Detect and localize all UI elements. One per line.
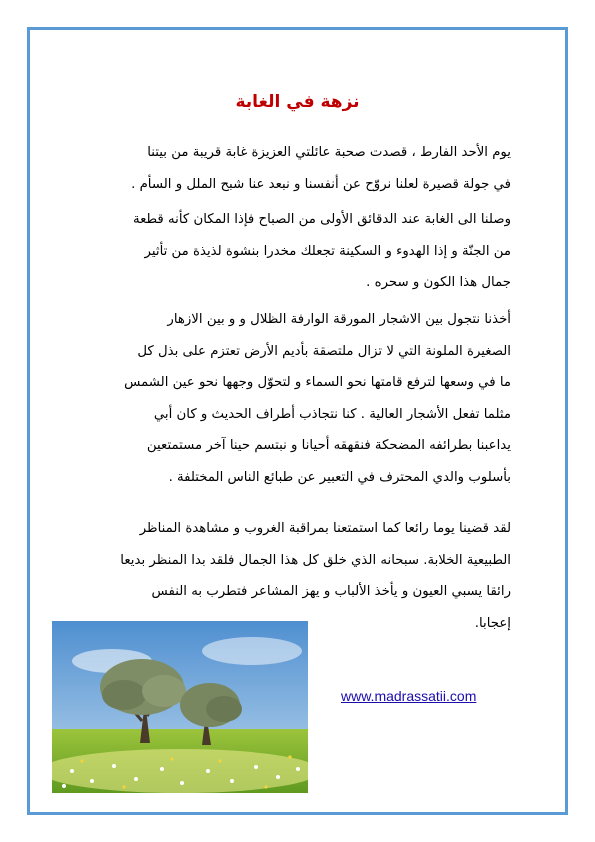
text-line: يداعبنا بطرائفه المضحكة فنقهقه أحيانا و نبتسم حينا آخر مستمتعين: [146, 438, 511, 453]
text-line: إعجابا.: [474, 615, 511, 631]
text-line: بأسلوب والدي المحترف في التعبير عن طبائع الناس المختلفة .: [168, 469, 511, 485]
text-line: لقد قضينا يوما رائعا كما استمتعنا بمراقبة الغروب و مشاهدة المناظر: [139, 521, 511, 536]
website-link[interactable]: www.madrassatii.com: [341, 688, 477, 704]
text-line: من الجنّة و إذا الهدوء و السكينة تجعلك مخدرا بنشوة لذيذة من تأثير: [144, 243, 511, 259]
text-line: وصلنا الى الغابة عند الدقائق الأولى من الصباح فإذا المكان كأنه قطعة: [132, 212, 511, 227]
text-line: جمال هذا الكون و سحره .: [366, 275, 511, 290]
olive-trees-photo: [52, 621, 308, 793]
text-line: في جولة قصيرة لعلنا نروّح عن أنفسنا و نبعد عنا شبح الملل و السأم .: [131, 176, 511, 192]
paragraph-3: [47, 304, 511, 493]
page-title: نزهة في الغابة: [235, 92, 360, 112]
paragraph-2: [47, 204, 511, 299]
text-line: رائقا يسبي العيون و يأخذ الألباب و يهز المشاعر فتطرب به النفس: [151, 584, 511, 599]
text-line: الصغيرة الملونة التي لا تزال ملتصقة بأديم الأرض تعتزم على بذل كل: [137, 343, 511, 359]
text-line: مثلما تفعل الأشجار العالية . كنا نتجاذب أطراف الحديث و كان أبي: [153, 406, 511, 422]
paragraph-1: [47, 137, 511, 200]
text-line: ما في وسعها لترفع قامتها نحو السماء و لتحوّل وجهها نحو عين الشمس: [124, 375, 511, 390]
text-line: يوم الأحد الفارط ، قصدت صحبة عائلتي العزيزة غابة قريبة من بيتنا: [147, 145, 511, 160]
text-line: الطبيعية الخلابة. سبحانه الذي خلق كل هذا الجمال فلقد بدا المنظر بديعا: [120, 552, 511, 568]
text-line: أخذنا نتجول بين الاشجار المورقة الوارفة الظلال و و بين الازهار: [167, 312, 511, 327]
